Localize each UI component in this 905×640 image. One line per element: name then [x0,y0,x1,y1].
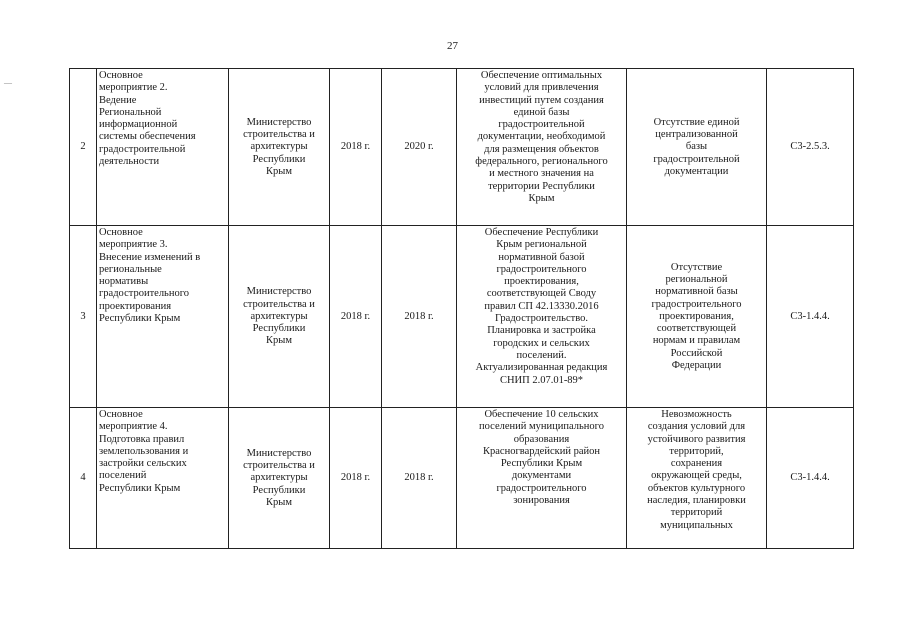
code-cell: С3-2.5.3. [767,69,854,226]
consequence-cell: Отсутствие региональной нормативной базы градостроительного проектирования, соответствующей нормам и правилам Российской Федерации [627,226,767,408]
row-index: 3 [70,226,97,408]
measure-cell: Основное мероприятие 2. Ведение Региональной информационной системы обеспечения градостроительной деятельности [97,69,229,226]
result-cell: Обеспечение Республики Крым региональной нормативной базой градостроительного проектирования, соответствующей Своду правил СП 42.13330.2016 Градостроительство. Планировка и застройка городских и сельских поселений. Актуализированная редакция СНИП 2.07.01-89* [457,226,627,408]
result-cell: Обеспечение оптимальных условий для привлечения инвестиций путем создания единой базы градостроительной документации, необходимой для размещения объектов федерального, регионального и местного значения на территории Республики Крым [457,69,627,226]
consequence-cell: Невозможность создания условий для устойчивого развития территорий, сохранения окружающей среды, объектов культурного наследия, планировки территорий муниципальных [627,408,767,549]
end-year-cell: 2018 г. [382,226,457,408]
result-cell: Обеспечение 10 сельских поселений муниципального образования Красногвардейский район Республики Крым документами градостроительного зонирования [457,408,627,549]
start-year-cell: 2018 г. [330,408,382,549]
code-cell: С3-1.4.4. [767,226,854,408]
row-index: 4 [70,408,97,549]
table-row [70,408,854,549]
executor-cell: Министерство строительства и архитектуры Республики Крым [229,408,330,549]
end-year-cell: 2020 г. [382,69,457,226]
table-row [70,226,854,408]
row-index: 2 [70,69,97,226]
consequence-cell: Отсутствие единой централизованной базы градостроительной документации [627,69,767,226]
code-cell: С3-1.4.4. [767,408,854,549]
measure-cell: Основное мероприятие 4. Подготовка правил землепользования и застройки сельских поселений Республики Крым [97,408,229,549]
end-year-cell: 2018 г. [382,408,457,549]
start-year-cell: 2018 г. [330,226,382,408]
margin-mark: — [4,78,12,87]
measure-cell: Основное мероприятие 3. Внесение изменений в региональные нормативы градостроительного проектирования Республики Крым [97,226,229,408]
executor-cell: Министерство строительства и архитектуры Республики Крым [229,226,330,408]
executor-cell: Министерство строительства и архитектуры Республики Крым [229,69,330,226]
table-row [70,69,854,226]
start-year-cell: 2018 г. [330,69,382,226]
measures-table [69,68,854,549]
page-number: 27 [447,40,458,52]
